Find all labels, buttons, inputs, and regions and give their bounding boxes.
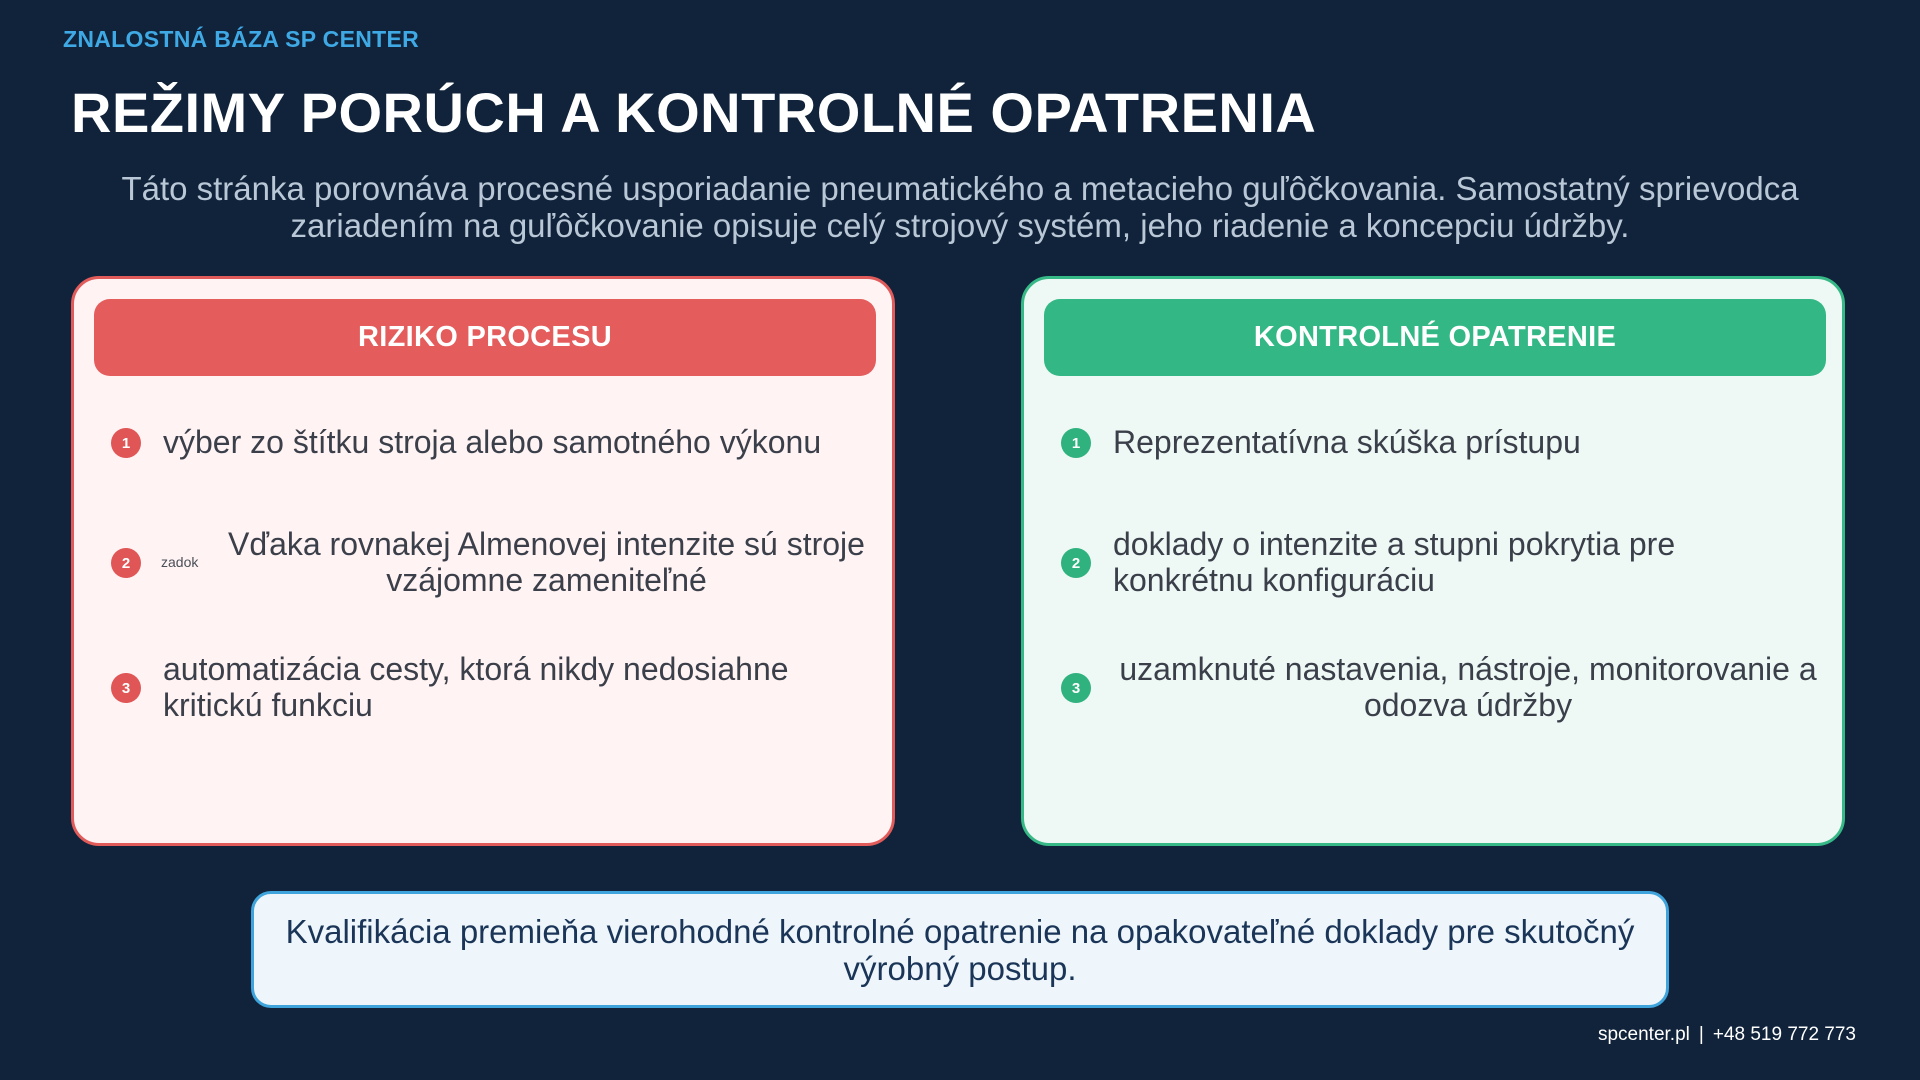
- control-item-3: [1024, 640, 1848, 723]
- control-item-badge: 1: [1061, 428, 1091, 458]
- page-subtitle: Táto stránka porovnáva procesné usporiadanie pneumatického a metacieho guľôčkovania. Samostatný sprievodca zariadením na guľôčkovanie opisuje celý strojový systém, jeho riadenie a koncepciu údržby.: [121, 170, 1799, 244]
- control-item-badge: 2: [1061, 548, 1091, 578]
- risk-item-note: zadok: [161, 554, 199, 570]
- control-item-1: [1024, 411, 1848, 491]
- control-item-text: doklady o intenzite a stupni pokrytia pre konkrétnu konfiguráciu: [1113, 526, 1676, 598]
- risk-item-text: automatizácia cesty, ktorá nikdy nedosiahne kritickú funkciu: [163, 651, 789, 723]
- footer-separator: |: [1698, 1024, 1704, 1045]
- footer-website: spcenter.pl: [1597, 1024, 1690, 1045]
- risk-item-text: výber zo štítku stroja alebo samotného výkonu: [163, 424, 822, 460]
- conclusion-box: [251, 891, 1669, 1008]
- kicker-label: ZNALOSTNÁ BÁZA SP CENTER: [63, 26, 420, 52]
- control-panel-header: KONTROLNÉ OPATRENIE: [1044, 299, 1826, 376]
- risk-item-text: Vďaka rovnakej Almenovej intenzite sú stroje vzájomne zameniteľné: [228, 526, 865, 598]
- risk-panel-header: RIZIKO PROCESU: [94, 299, 876, 376]
- page-title: REŽIMY PORÚCH A KONTROLNÉ OPATRENIA: [71, 81, 1317, 144]
- risk-item-2: [74, 515, 898, 598]
- risk-item-badge: 1: [111, 428, 141, 458]
- risk-item-badge: 2: [111, 548, 141, 578]
- risk-panel: [71, 276, 895, 846]
- risk-item-1: [74, 411, 898, 491]
- control-item-text: uzamknuté nastavenia, nástroje, monitorovanie a odozva údržby: [1119, 651, 1817, 723]
- footer-phone: +48 519 772 773: [1712, 1024, 1856, 1045]
- control-panel: [1021, 276, 1845, 846]
- control-item-2: [1024, 515, 1848, 598]
- risk-item-3: [74, 640, 898, 723]
- risk-item-badge: 3: [111, 673, 141, 703]
- footer-contact: [1598, 1024, 1856, 1046]
- control-item-badge: 3: [1061, 673, 1091, 703]
- conclusion-text: Kvalifikácia premieňa vierohodné kontrolné opatrenie na opakovateľné doklady pre skutočný výrobný postup.: [285, 912, 1635, 987]
- control-item-text: Reprezentatívna skúška prístupu: [1113, 424, 1581, 460]
